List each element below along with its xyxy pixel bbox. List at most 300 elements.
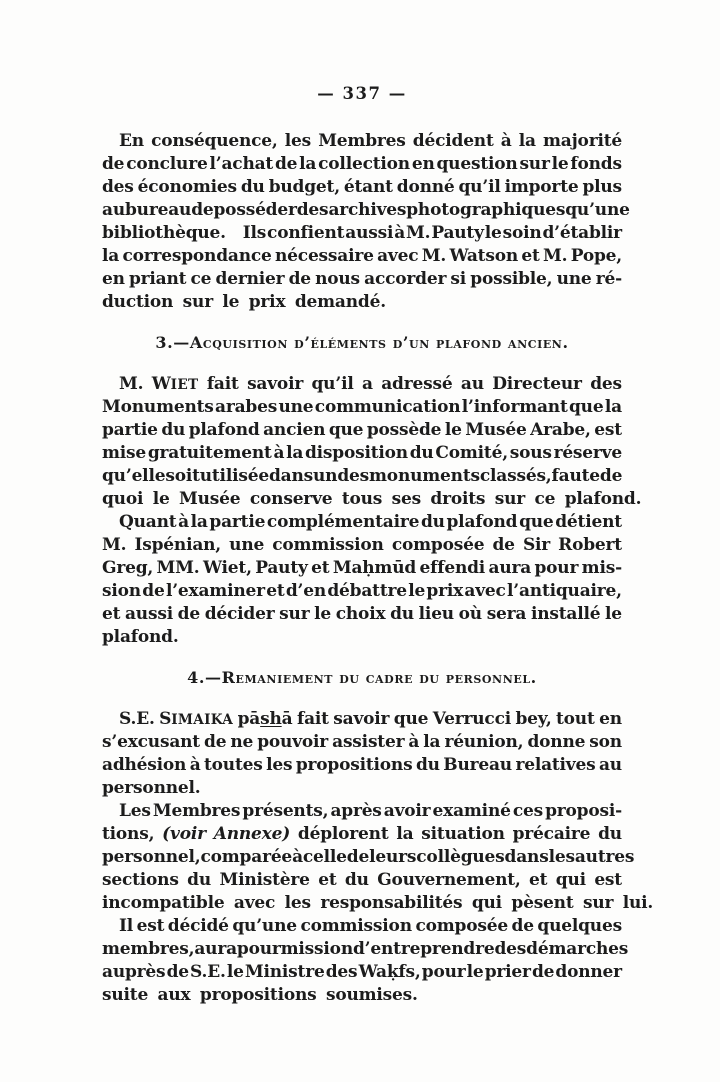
text-line xyxy=(102,626,622,649)
word xyxy=(450,268,466,291)
word xyxy=(345,869,369,892)
text-segment: un xyxy=(313,466,338,486)
word xyxy=(330,800,381,823)
text-segment: commission xyxy=(272,535,384,555)
word xyxy=(318,869,336,892)
word xyxy=(191,511,208,534)
text-segment: des xyxy=(102,177,134,197)
text-line xyxy=(102,984,622,1007)
text-segment: est xyxy=(594,420,622,440)
text-segment: de xyxy=(191,200,214,220)
word xyxy=(129,268,186,291)
text-segment: si xyxy=(450,269,467,289)
word xyxy=(494,938,526,961)
word xyxy=(227,961,244,984)
text-segment: Sir xyxy=(522,535,551,555)
text-segment: présents, xyxy=(242,801,329,821)
text-segment: réunion, xyxy=(444,732,524,752)
text-line xyxy=(102,869,622,892)
text-segment: décident xyxy=(412,131,494,151)
text-segment: Maḥmūd xyxy=(332,558,417,578)
text-segment: de xyxy=(511,916,534,936)
text-segment: collègues xyxy=(416,847,505,867)
text-segment: auprès xyxy=(102,962,166,982)
word xyxy=(423,731,440,754)
text-segment: l’informant xyxy=(461,397,568,417)
text-segment: mis- xyxy=(581,558,622,578)
text-segment: que xyxy=(519,512,554,532)
word xyxy=(102,557,153,580)
word xyxy=(207,373,239,396)
text-segment: en xyxy=(102,269,125,289)
word xyxy=(590,373,622,396)
text-segment: le xyxy=(551,154,569,174)
text-segment: une xyxy=(229,535,265,555)
text-segment: à xyxy=(178,512,189,532)
text-segment: ce xyxy=(190,269,212,289)
word xyxy=(137,915,165,938)
text-segment: S.E. xyxy=(119,709,155,729)
word xyxy=(605,396,622,419)
word xyxy=(555,961,622,984)
text-segment: avoir xyxy=(383,801,431,821)
word xyxy=(327,580,406,603)
text-line xyxy=(102,268,622,291)
word xyxy=(447,511,518,534)
word xyxy=(161,419,185,442)
word xyxy=(605,603,622,626)
word xyxy=(269,176,340,199)
text-segment: a xyxy=(362,374,373,394)
text-segment: son xyxy=(589,732,622,752)
word xyxy=(489,557,532,580)
word xyxy=(151,130,278,153)
text-segment: Ministère xyxy=(219,870,310,890)
word xyxy=(102,603,120,626)
text-segment: soin xyxy=(502,223,542,243)
word xyxy=(492,373,582,396)
text-segment: que xyxy=(569,397,604,417)
text-segment: bey, xyxy=(515,709,552,729)
text-segment: communication xyxy=(314,397,461,417)
word xyxy=(189,419,260,442)
word xyxy=(138,176,237,199)
text-segment: des xyxy=(337,466,370,486)
text-segment: Ispénian, xyxy=(134,535,222,555)
word xyxy=(530,419,591,442)
word xyxy=(314,603,331,626)
word xyxy=(445,419,462,442)
word xyxy=(465,419,526,442)
text-segment: fait xyxy=(206,374,239,394)
word xyxy=(552,465,600,488)
word xyxy=(381,373,452,396)
word xyxy=(267,511,419,534)
text-segment: du xyxy=(390,604,414,624)
text-segment: d’établir xyxy=(542,223,622,243)
word xyxy=(286,442,303,465)
text-segment: et xyxy=(102,604,121,624)
text-line xyxy=(102,580,622,603)
word xyxy=(485,961,531,984)
text-line xyxy=(102,603,622,626)
text-segment: l’achat xyxy=(209,154,274,174)
text-line xyxy=(102,291,622,314)
text-segment: Pauty xyxy=(255,558,308,578)
word xyxy=(589,731,622,754)
word xyxy=(421,511,445,534)
word xyxy=(102,731,200,754)
word xyxy=(311,557,329,580)
word xyxy=(554,442,622,465)
word xyxy=(134,534,221,557)
text-segment: partie xyxy=(102,420,158,440)
text-segment: dans xyxy=(268,466,313,486)
word xyxy=(200,465,269,488)
text-segment: l’antiquaire, xyxy=(507,581,622,601)
word xyxy=(397,176,455,199)
text-segment: la xyxy=(286,443,304,463)
text-segment: sur xyxy=(519,154,550,174)
word xyxy=(191,268,212,291)
text-segment: M. xyxy=(406,223,431,243)
word xyxy=(333,708,389,731)
text-segment: et xyxy=(318,870,337,890)
word xyxy=(426,580,463,603)
text-segment: composée xyxy=(415,916,508,936)
paragraph xyxy=(102,130,630,314)
text-segment: membres, xyxy=(102,939,195,959)
word xyxy=(555,511,622,534)
word xyxy=(216,268,285,291)
text-segment: Waḳfs, xyxy=(358,962,421,982)
text-segment: d’en xyxy=(285,581,327,601)
word xyxy=(102,396,214,419)
text-segment: archives xyxy=(328,200,407,220)
word xyxy=(275,153,297,176)
text-segment: Les xyxy=(119,801,151,821)
word xyxy=(168,915,229,938)
text-segment: Verrucci xyxy=(432,709,511,729)
word xyxy=(507,580,622,603)
text-segment: qu’une xyxy=(565,200,630,220)
text-segment: MM. xyxy=(156,558,200,578)
word xyxy=(278,396,313,419)
word xyxy=(362,373,373,396)
text-line xyxy=(102,176,622,199)
word xyxy=(510,442,552,465)
text-segment: toutes xyxy=(204,755,263,775)
word xyxy=(214,823,290,846)
text-segment: est xyxy=(594,870,622,890)
word xyxy=(279,603,309,626)
text-segment: ces xyxy=(512,801,543,821)
word xyxy=(263,419,325,442)
text-segment: posséder xyxy=(213,200,297,220)
word xyxy=(214,199,297,222)
text-segment: utilisée xyxy=(199,466,269,486)
word xyxy=(459,603,482,626)
text-segment: tout xyxy=(556,709,595,729)
word xyxy=(485,222,502,245)
text-segment: pour xyxy=(421,962,466,982)
text-segment: Wiet, xyxy=(202,558,252,578)
text-segment: le xyxy=(314,604,332,624)
word xyxy=(329,419,363,442)
word xyxy=(315,268,360,291)
word xyxy=(281,938,353,961)
text-segment: pā xyxy=(237,709,261,729)
text-segment: en xyxy=(411,154,435,174)
word xyxy=(204,731,226,754)
text-segment: prier xyxy=(484,962,531,982)
text-segment: donné xyxy=(396,177,455,197)
text-segment: question xyxy=(436,154,518,174)
word xyxy=(449,245,518,268)
text-segment: une xyxy=(278,397,314,417)
text-segment: faute xyxy=(551,466,600,486)
word xyxy=(410,442,434,465)
word xyxy=(289,268,311,291)
text-segment: les xyxy=(266,755,293,775)
text-segment: Pope, xyxy=(570,246,622,266)
word xyxy=(420,557,486,580)
word xyxy=(337,465,369,488)
paragraph xyxy=(102,708,622,800)
word xyxy=(102,754,186,777)
text-segment: du xyxy=(240,177,265,197)
text-segment: personnel. xyxy=(102,778,201,798)
word xyxy=(384,800,431,823)
text-line xyxy=(102,800,622,823)
text-segment: aura xyxy=(488,558,532,578)
word xyxy=(285,130,311,153)
text-segment: est xyxy=(136,916,165,936)
text-segment: à xyxy=(292,847,303,867)
word xyxy=(267,222,344,245)
word xyxy=(367,419,442,442)
word xyxy=(297,199,329,222)
word xyxy=(237,938,281,961)
text-line xyxy=(102,846,635,869)
word xyxy=(125,603,173,626)
text-segment: M. xyxy=(102,535,127,555)
word xyxy=(515,708,551,731)
word xyxy=(534,557,578,580)
paragraph xyxy=(102,511,622,649)
word xyxy=(159,708,233,731)
text-segment: plafond xyxy=(188,420,260,440)
text-segment: soit xyxy=(165,466,200,486)
word xyxy=(315,396,461,419)
text-segment: partie xyxy=(209,512,266,532)
word xyxy=(470,268,552,291)
word xyxy=(102,245,119,268)
text-segment: quelques xyxy=(537,916,622,936)
word xyxy=(125,199,191,222)
text-segment: s’excusant xyxy=(102,732,200,752)
text-segment: plafond xyxy=(446,512,518,532)
text-segment: qu’une xyxy=(232,916,297,936)
word xyxy=(433,800,511,823)
text-segment: de xyxy=(142,581,165,601)
word xyxy=(102,800,151,823)
text-line xyxy=(102,373,622,396)
word xyxy=(102,222,266,245)
word xyxy=(241,176,265,199)
text-segment: Watson xyxy=(449,246,518,266)
text-segment: Membres xyxy=(152,801,241,821)
text-line xyxy=(102,731,622,754)
word xyxy=(190,754,201,777)
text-segment: du xyxy=(161,420,186,440)
text-segment: le xyxy=(484,223,502,243)
word xyxy=(232,915,297,938)
text-segment: le xyxy=(605,604,622,624)
word xyxy=(318,153,410,176)
text-line xyxy=(102,419,622,442)
text-segment: ancien xyxy=(263,420,326,440)
word xyxy=(558,534,622,557)
word xyxy=(422,245,446,268)
word xyxy=(416,754,440,777)
text-segment: des xyxy=(590,374,622,394)
word xyxy=(347,846,369,869)
text-segment: bureau xyxy=(124,200,192,220)
word xyxy=(594,419,622,442)
text-segment: donne xyxy=(527,732,586,752)
word xyxy=(297,708,329,731)
text-segment: et xyxy=(529,870,548,890)
word xyxy=(545,800,622,823)
text-segment: Membres xyxy=(318,131,406,151)
word xyxy=(102,442,146,465)
word xyxy=(480,465,552,488)
word xyxy=(529,869,547,892)
text-segment: la xyxy=(396,824,414,844)
text-segment: et xyxy=(311,558,330,578)
text-segment: M. xyxy=(543,246,568,266)
word xyxy=(102,708,155,731)
text-segment: une xyxy=(556,269,592,289)
text-segment: M. xyxy=(119,374,144,394)
word xyxy=(419,603,454,626)
word xyxy=(245,961,325,984)
text-segment: ne xyxy=(230,732,254,752)
word xyxy=(406,199,565,222)
text-segment: ā xyxy=(281,709,293,729)
text-segment: Comité, xyxy=(435,443,508,463)
word xyxy=(582,176,621,199)
paragraph xyxy=(102,915,629,1007)
text-segment: de xyxy=(599,466,623,486)
word xyxy=(102,130,144,153)
text-segment: de xyxy=(274,154,298,174)
text-segment: photographiques xyxy=(406,200,566,220)
text-line xyxy=(102,245,622,268)
word xyxy=(344,176,393,199)
text-segment: au xyxy=(460,374,484,394)
text-segment: du xyxy=(187,870,212,890)
text-segment: priant xyxy=(128,269,187,289)
word xyxy=(266,580,284,603)
word xyxy=(153,800,240,823)
text-segment: Il xyxy=(119,916,134,936)
text-segment: En xyxy=(119,131,144,151)
text-segment: quoi le Musée conserve tous ses droits sur ce plafond. xyxy=(102,489,642,509)
text-segment: mission xyxy=(280,939,353,959)
word xyxy=(377,869,520,892)
page-number-header: — 337 — xyxy=(317,84,407,103)
word xyxy=(556,708,595,731)
word xyxy=(148,442,272,465)
text-segment: leurs xyxy=(369,847,417,867)
text-segment: après xyxy=(330,801,382,821)
word xyxy=(433,708,511,731)
word xyxy=(570,153,621,176)
word xyxy=(408,731,419,754)
word xyxy=(272,534,383,557)
word xyxy=(215,396,277,419)
word xyxy=(102,534,126,557)
styled-text-segment: IET xyxy=(170,377,199,393)
text-segment: situation xyxy=(421,824,505,844)
word xyxy=(102,465,165,488)
text-segment: aussi xyxy=(124,604,173,624)
text-segment: aussi xyxy=(345,223,394,243)
text-segment: du xyxy=(415,755,440,775)
text-segment: examiné xyxy=(432,801,511,821)
text-segment: de xyxy=(346,847,370,867)
text-segment: S xyxy=(159,709,172,729)
word xyxy=(205,603,275,626)
text-segment: à xyxy=(500,131,512,151)
word xyxy=(599,708,622,731)
word xyxy=(519,153,549,176)
word xyxy=(521,245,539,268)
text-segment: la xyxy=(518,131,536,151)
word xyxy=(531,603,600,626)
word xyxy=(102,938,194,961)
text-segment: Directeur xyxy=(492,374,582,394)
word xyxy=(353,938,494,961)
word xyxy=(515,754,595,777)
word xyxy=(406,222,430,245)
text-segment: Quant xyxy=(119,512,177,532)
word xyxy=(444,731,523,754)
text-segment: et xyxy=(521,246,540,266)
text-segment: Monuments xyxy=(102,397,214,417)
text-line xyxy=(102,511,622,534)
word xyxy=(102,915,133,938)
word xyxy=(200,846,292,869)
word xyxy=(412,153,435,176)
text-segment: classés, xyxy=(479,466,552,486)
word xyxy=(396,823,413,846)
text-segment: celle xyxy=(302,847,347,867)
text-segment: relatives xyxy=(515,755,596,775)
text-segment: Musée xyxy=(465,420,527,440)
text-line xyxy=(102,488,642,511)
text-segment: propositions xyxy=(295,755,413,775)
word xyxy=(102,268,125,291)
word xyxy=(571,245,622,268)
text-segment: disposition xyxy=(304,443,408,463)
text-line xyxy=(102,708,622,731)
word xyxy=(503,222,542,245)
text-segment: personnel, xyxy=(102,847,201,867)
word xyxy=(345,222,393,245)
